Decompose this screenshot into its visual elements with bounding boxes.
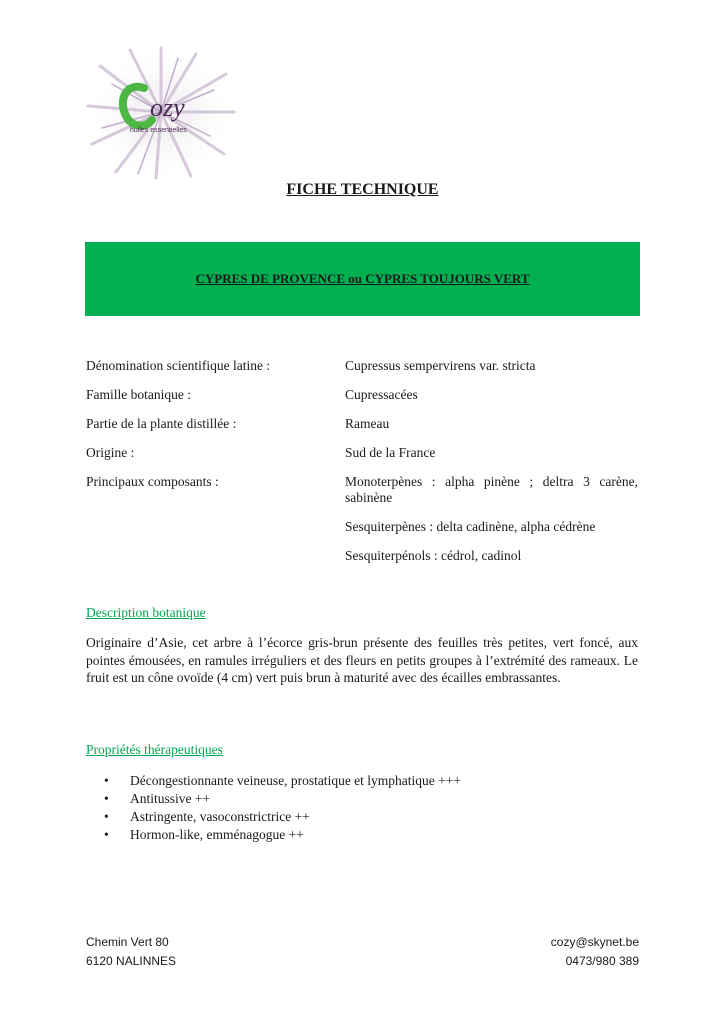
logo-wordmark: ozy xyxy=(150,93,185,122)
list-item xyxy=(104,790,461,808)
list-item xyxy=(104,772,461,790)
info-label: Dénomination scientifique latine : xyxy=(86,358,271,373)
info-label: Famille botanique : xyxy=(86,387,191,402)
info-value: Cupressus sempervirens var. stricta xyxy=(345,358,536,373)
info-value: Sud de la France xyxy=(345,445,436,460)
list-item-text: Antitussive ++ xyxy=(130,791,211,806)
info-value: Sesquiterpènes : delta cadinène, alpha cédrène xyxy=(345,519,596,534)
properties-heading: Propriétés thérapeutiques xyxy=(86,742,223,757)
bullet-icon: • xyxy=(104,809,109,824)
list-item-text: Astringente, vasoconstrictrice ++ xyxy=(130,809,310,824)
info-value: Rameau xyxy=(345,416,390,431)
phone-text: 0473/980 389 xyxy=(565,954,639,968)
bullet-icon: • xyxy=(104,773,109,788)
footer-address xyxy=(86,933,176,971)
list-item-text: Décongestionnante veineuse, prostatique et lymphatique +++ xyxy=(130,773,462,788)
logo-tagline: huiles essentielles xyxy=(130,127,187,134)
info-value: Cupressacées xyxy=(345,387,418,402)
info-label: Principaux composants : xyxy=(86,474,219,489)
info-label: Origine : xyxy=(86,445,135,460)
list-item-text: Hormon-like, emménagogue ++ xyxy=(130,827,304,842)
email-text: cozy@skynet.be xyxy=(550,935,639,949)
bullet-icon: • xyxy=(104,791,109,806)
list-item xyxy=(104,808,461,826)
info-label: Partie de la plante distillée : xyxy=(86,416,237,431)
bullet-icon: • xyxy=(104,827,109,842)
info-value: Sesquiterpénols : cédrol, cadinol xyxy=(345,548,522,563)
address-line: Chemin Vert 80 xyxy=(86,935,169,949)
product-banner xyxy=(85,242,640,316)
footer-contact xyxy=(551,933,639,971)
description-text: Originaire d’Asie, cet arbre à l’écorce gris-brun présente des feuilles très petites, vert foncé, aux pointes émousées, en ramules irréguliers et des fleurs en petits groupes à l’extrémité des rameaux. Le fruit est un cône ovoïde (4 cm) vert puis brun à maturité avec des écailles embrassantes. xyxy=(86,635,638,685)
address-line: 6120 NALINNES xyxy=(86,954,177,968)
info-value: Monoterpènes : alpha pinène ; deltra 3 carène, sabinène xyxy=(345,474,638,505)
list-item xyxy=(104,826,461,844)
company-logo xyxy=(86,44,236,180)
page-title: FICHE TECHNIQUE xyxy=(286,181,439,198)
product-name: CYPRES DE PROVENCE ou CYPRES TOUJOURS VERT xyxy=(195,271,530,286)
description-heading: Description botanique xyxy=(86,605,206,620)
properties-list xyxy=(104,772,461,844)
